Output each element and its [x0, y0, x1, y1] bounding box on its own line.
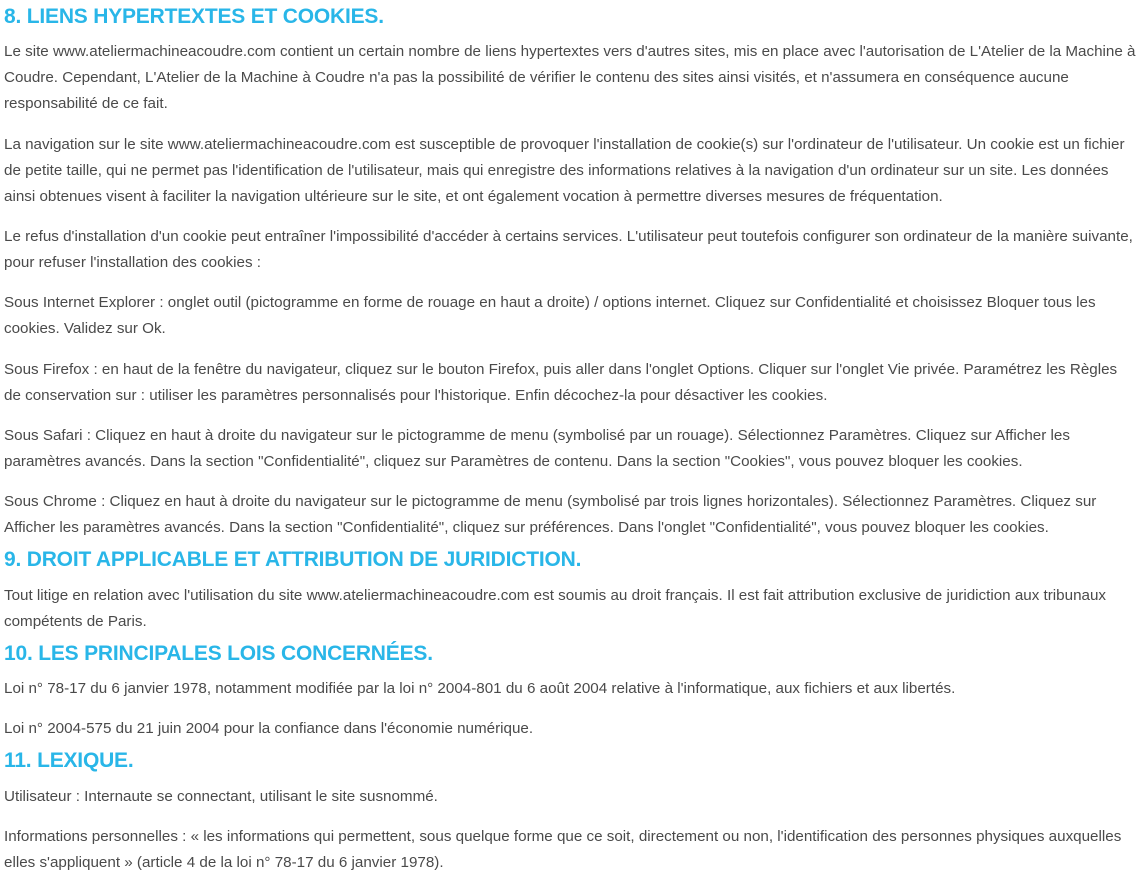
paragraph: La navigation sur le site www.ateliermachineacoudre.com est susceptible de provoquer l'installation de cookie(s) sur l'ordinateur de l'utilisateur. Un cookie est un fichier de petite taille, qui ne permet pas l'identification de l'utilisateur, mais qui enregistre des informations relatives à la navigation d'un ordinateur sur un site. Les données ainsi obtenues visent à faciliter la navigation ultérieure sur le site, et ont également vocation à permettre diverses mesures de fréquentation.: [4, 135, 1125, 205]
paragraph: Loi n° 2004-575 du 21 juin 2004 pour la confiance dans l'économie numérique.: [4, 720, 534, 738]
paragraph: Loi n° 78-17 du 6 janvier 1978, notamment modifiée par la loi n° 2004-801 du 6 août 2004 relative à l'informatique, aux fichiers et aux libertés.: [4, 680, 956, 698]
paragraph: Informations personnelles : « les informations qui permettent, sous quelque forme que ce soit, directement ou non, l'identification des personnes physiques auxquelles elles s'appliquent » (article 4 de la loi n° 78-17 du 6 janvier 1978).: [4, 827, 1122, 871]
paragraph: Sous Safari : Cliquez en haut à droite du navigateur sur le pictogramme de menu (symbolisé par un rouage). Sélectionnez Paramètres. Cliquez sur Afficher les paramètres avancés. Dans la section "Confidentialité", cliquez sur Paramètres de contenu. Dans la section "Cookies", vous pouvez bloquer les cookies.: [4, 426, 1070, 471]
section-principales-lois: [0, 635, 1146, 742]
section-title-principales-lois: 10. LES PRINCIPALES LOIS CONCERNÉES.: [4, 641, 433, 665]
section-title-hyperlinks-cookies: 8. LIENS HYPERTEXTES ET COOKIES.: [4, 5, 384, 28]
section-droit-applicable: [0, 541, 1146, 634]
paragraph: Sous Firefox : en haut de la fenêtre du navigateur, cliquez sur le bouton Firefox, puis aller dans l'onglet Options. Cliquer sur l'onglet Vie privée. Paramétrez les Règles de conservation sur : utiliser les paramètres personnalisés pour l'historique. Enfin décochez-la pour désactiver les cookies.: [4, 360, 1118, 404]
section-lexique: [0, 742, 1146, 876]
paragraph: Sous Chrome : Cliquez en haut à droite du navigateur sur le pictogramme de menu (symbolisé par trois lignes horizontales). Sélectionnez Paramètres. Cliquez sur Afficher les paramètres avancés. Dans la section "Confidentialité", cliquez sur préférences. Dans l'onglet "Confidentialité", vous pouvez bloquer les cookies.: [4, 493, 1097, 537]
paragraph: Tout litige en relation avec l'utilisation du site www.ateliermachineacoudre.com est soumis au droit français. Il est fait attribution exclusive de juridiction aux tribunaux compétents de Paris.: [4, 586, 1107, 630]
paragraph: Le site www.ateliermachineacoudre.com contient un certain nombre de liens hypertextes vers d'autres sites, mis en place avec l'autorisation de L'Atelier de la Machine à Coudre. Cependant, L'Atelier de la Machine à Coudre n'a pas la possibilité de vérifier le contenu des sites ainsi visités, et n'assumera en conséquence aucune responsabilité de ce fait.: [4, 43, 1136, 113]
paragraph: Le refus d'installation d'un cookie peut entraîner l'impossibilité d'accéder à certains services. L'utilisateur peut toutefois configurer son ordinateur de la manière suivante, pour refuser l'installation des cookies :: [4, 228, 1133, 272]
paragraph: Utilisateur : Internaute se connectant, utilisant le site susnommé.: [4, 787, 438, 805]
section-title-lexique: 11. LEXIQUE.: [4, 749, 134, 773]
section-title-droit-applicable: 9. DROIT APPLICABLE ET ATTRIBUTION DE JURIDICTION.: [4, 548, 582, 572]
paragraph: Sous Internet Explorer : onglet outil (pictogramme en forme de rouage en haut a droite) / options internet. Cliquez sur Confidentialité et choisissez Bloquer tous les cookies. Validez sur Ok.: [4, 294, 1096, 338]
